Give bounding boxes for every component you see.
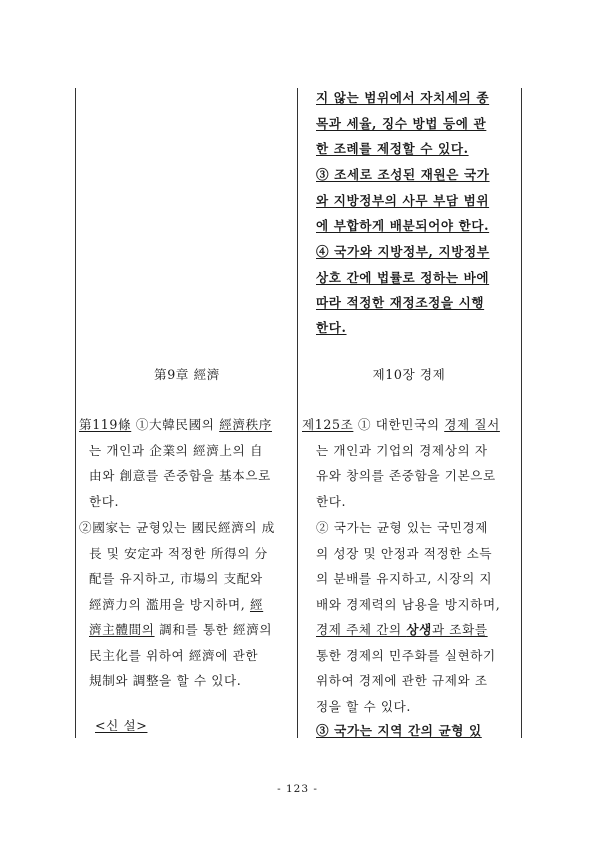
underlined-span: 濟主體間의 [89,622,155,637]
text-line: 따라 적정한 재정조정을 시행 [316,295,485,310]
chapter-heading-new: 제10장 경제 [372,367,446,382]
text-line: 위하여 경제에 관한 규제와 조 [316,673,488,688]
text-line [89,597,263,613]
center-divider-line [297,88,298,738]
text-line: 정을 할 수 있다. [316,699,412,714]
text-span: ① 대한민국의 [353,417,445,432]
article-125-line-1 [302,417,500,433]
left-border-line [75,88,76,738]
text-line: 는 개인과 기업의 경제상의 자 [316,443,488,458]
text-line: 한다. [316,494,347,509]
text-line: 民主化를 위하여 經濟에 관한 [89,648,259,663]
text-line [89,622,272,638]
text-line: 지 않는 범위에서 자치세의 종 [316,90,490,105]
text-line [316,622,488,638]
article-119-line-1 [79,417,272,433]
text-line: 통한 경제의 민주화를 실현하기 [316,648,496,663]
article-number: 第119條 [79,417,132,432]
text-line: ②國家는 균형있는 國民經濟의 成 [79,520,275,535]
text-line: ④ 국가와 지방정부, 지방정부 [316,244,490,259]
text-line: 에 부합하게 배분되어야 한다. [316,218,490,233]
text-line: 配를 유지하고, 市場의 支配와 [89,571,263,586]
text-span: 調和를 통한 經濟의 [154,622,273,637]
text-line: 배와 경제력의 남용을 방지하며, [316,597,501,612]
text-line: ② 국가는 균형 있는 국민경제 [316,520,489,535]
article-119-block [79,0,295,760]
text-line: 한다. [89,494,120,509]
text-line: 상호 간에 법률로 정하는 바에 [316,270,490,285]
underlined-span: 경제 주체 간의 [316,622,407,637]
article-number: 제125조 [302,417,354,432]
text-line: 한 조례를 제정할 수 있다. [316,141,469,156]
text-line: 由와 創意를 존중함을 基本으로 [89,468,271,483]
underlined-span: 經 [249,597,264,612]
coexistence-term: 상생 [406,622,432,637]
text-span: 經濟力의 濫用을 방지하며, [89,597,250,612]
chapter-heading-old: 第9章 經濟 [154,367,220,382]
text-line: 유와 창의를 존중함을 기본으로 [316,468,496,483]
economic-order-term: 경제 질서 [444,417,500,432]
underlined-span: 과 조화를 [431,622,488,637]
text-line: 와 지방정부의 사무 부담 범위 [316,193,490,208]
economic-order-term: 經濟秩序 [219,417,272,432]
text-line: ③ 조세로 조성된 재원은 국가 [316,167,490,182]
text-line: 목과 세율, 징수 방법 등에 관 [316,116,487,131]
new-provision-note: <신 설> [95,718,148,733]
text-line: 規制와 調整을 할 수 있다. [89,673,242,688]
text-line: 의 성장 및 안정과 적정한 소득 [316,546,493,561]
new-paragraph-3-line: ③ 국가는 지역 간의 균형 있 [316,723,482,738]
page-number: - 123 - [277,783,318,795]
text-line: 는 개인과 企業의 經濟上의 自 [89,443,264,458]
article-125-block [302,0,520,760]
text-line: 한다. [316,320,347,335]
text-span: ①大韓民國의 [131,417,220,432]
text-line: 의 분배를 유지하고, 시장의 지 [316,571,493,586]
text-line: 長 및 安定과 적정한 所得의 分 [89,546,268,561]
